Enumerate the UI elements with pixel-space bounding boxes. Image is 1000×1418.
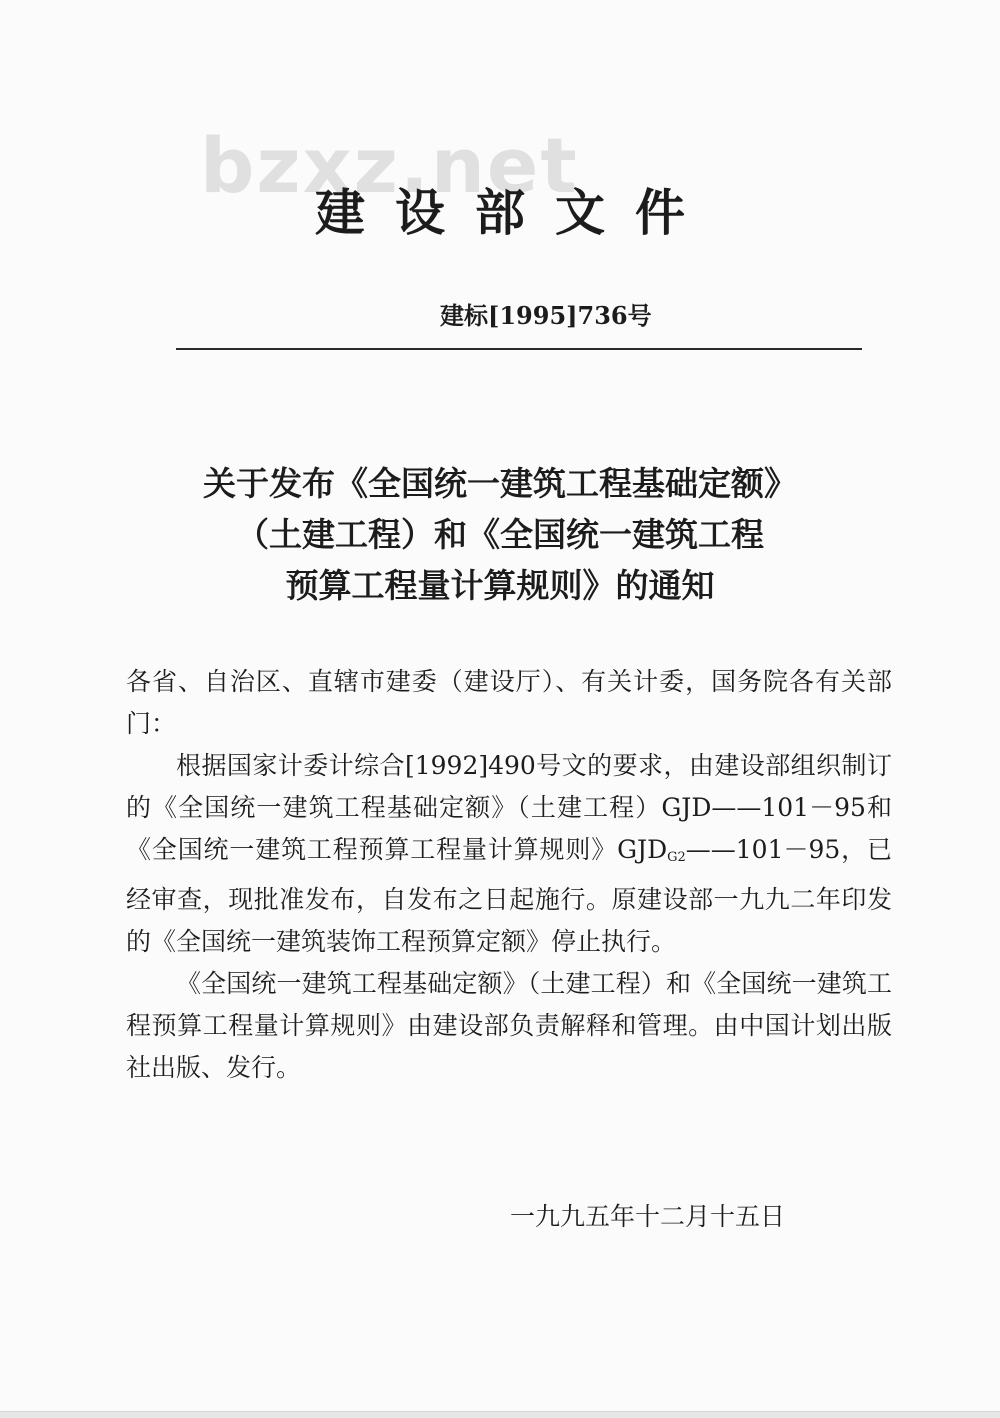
document-number: 建标[1995]736号 (440, 301, 652, 330)
paragraph-1 (126, 745, 892, 963)
notice-title-line-3: 预算工程量计算规则》的通知 (285, 566, 715, 605)
paragraph-1-part-b: ——101－95，已经审查，现批准发布，自发布之日起施行。原建设部一九九二年印发的《全国统一建筑装饰工程预算定额》停止执行。 (126, 835, 893, 956)
header-divider (176, 348, 862, 350)
paragraph-1-part-a: 根据国家计委计综合[1992]490号文的要求，由建设部组织制订的《全国统一建筑工程基础定额》（土建工程）GJD——101－95和《全国统一建筑工程预算工程量计算规则》GJD (126, 751, 892, 864)
paragraph-2: 《全国统一建筑工程基础定额》（土建工程）和《全国统一建筑工程预算工程量计算规则》由建设部负责解释和管理。由中国计划出版社出版、发行。 (126, 969, 892, 1082)
document-heading: 建设部文件 (315, 184, 715, 242)
issue-date: 一九九五年十二月十五日 (510, 1202, 786, 1231)
notice-title-line-2: （土建工程）和《全国统一建筑工程 (236, 515, 764, 554)
paragraph-1-subscript: G2 (667, 850, 686, 865)
page-bottom-edge (0, 1411, 1000, 1418)
notice-title (0, 458, 1000, 611)
salutation: 各省、自治区、直辖市建委（建设厅）、有关计委，国务院各有关部门： (126, 667, 892, 738)
notice-body (126, 661, 892, 1089)
watermark: bzxz.net (200, 121, 579, 210)
notice-title-line-1: 关于发布《全国统一建筑工程基础定额》 (203, 464, 797, 503)
